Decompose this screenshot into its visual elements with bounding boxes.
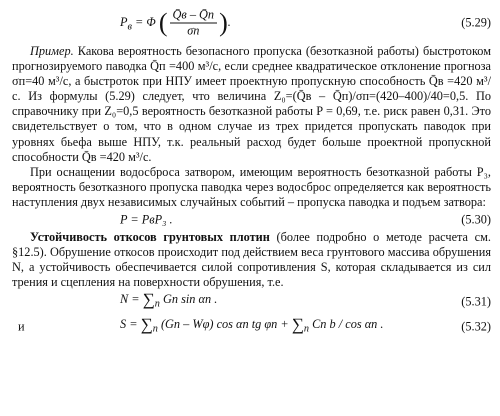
example-text: Какова вероятность безопасного пропуска (безотказной работы) быстротоком прогнозируемого паводка Q̄п =400 м³/с, если среднее квадратическое отклонение прогноза σп=40 м³/с, а быстроток при НПУ имеет проектную пропускную способность Q̄в =420 м³/с. Из формулы (5.29) следует, что величина Z₀=(Q̄в – Q̄п)/σп=(420–400)/40=0,5. По справочнику при Z₀=0,5 вероятность безотказной работы P = 0,69, т.е. риск равен 0,31. Это свидетельствует о том, что в одном случае из трех придется пропускать паводок при уровнях бьефа выше НПУ, т.к. реальный расход будет больше проектной пропускной способности Q̄в =420 м³/с.	[12, 44, 491, 164]
fraction: $\frac{Q̄в - Q̄п}{\sigma п}$	[170, 8, 218, 39]
conjunction: и	[18, 319, 25, 334]
formula-5-29	[12, 4, 491, 42]
open-paren: (	[158, 8, 168, 37]
paragraph-example	[12, 44, 491, 165]
formula-5-29-expression: $P_в = \Phi$ ( $\frac{Q̄в - Q̄п}{\sigma п}$ ).	[120, 7, 231, 38]
formula-5-32	[12, 313, 491, 341]
formula-5-30	[12, 211, 491, 229]
example-lead: Пример.	[30, 44, 74, 58]
section-heading: Устойчивость откосов грунтовых плотин	[30, 230, 270, 245]
equation-number: (5.29)	[461, 15, 491, 30]
equation-number: (5.30)	[461, 212, 491, 227]
formula-5-30-expression: P = PвP₃ .	[120, 212, 173, 227]
equation-number: (5.31)	[461, 294, 491, 309]
formula-5-32-expression: $S = \sum_n$ (Gn – Wφ) cos αn tg $\varphi n + \sum_n$ Cn b / cos αn .	[120, 315, 384, 336]
second-sum: ∑	[291, 315, 304, 335]
equation-number: (5.32)	[461, 319, 491, 334]
close-paren: )	[219, 8, 228, 37]
formula-5-31-expression: $N = \sum_n$ Gn sin αn .	[120, 290, 218, 310]
paragraph-gate: При оснащении водосброса затвором, имеющим вероятность безотказной работы P₃, вероятность безотказного пропуска паводка через водосброс определяется как вероятность наступления двух независимых случайных событий – пропуска паводка и подъем затвора:	[12, 164, 491, 209]
formula-5-31	[12, 291, 491, 312]
paragraph-slope-stability: Устойчивость откосов грунтовых плотин (более подробно о методе расчета см. §12.5). Обрушение откосов происходит под действием веса грунтового массива обрушения N, а устойчивость обеспечивается силой сопротивления S, которая складывается из сил трения и сцепления на поверхности обрушения, т.е.	[12, 230, 491, 290]
